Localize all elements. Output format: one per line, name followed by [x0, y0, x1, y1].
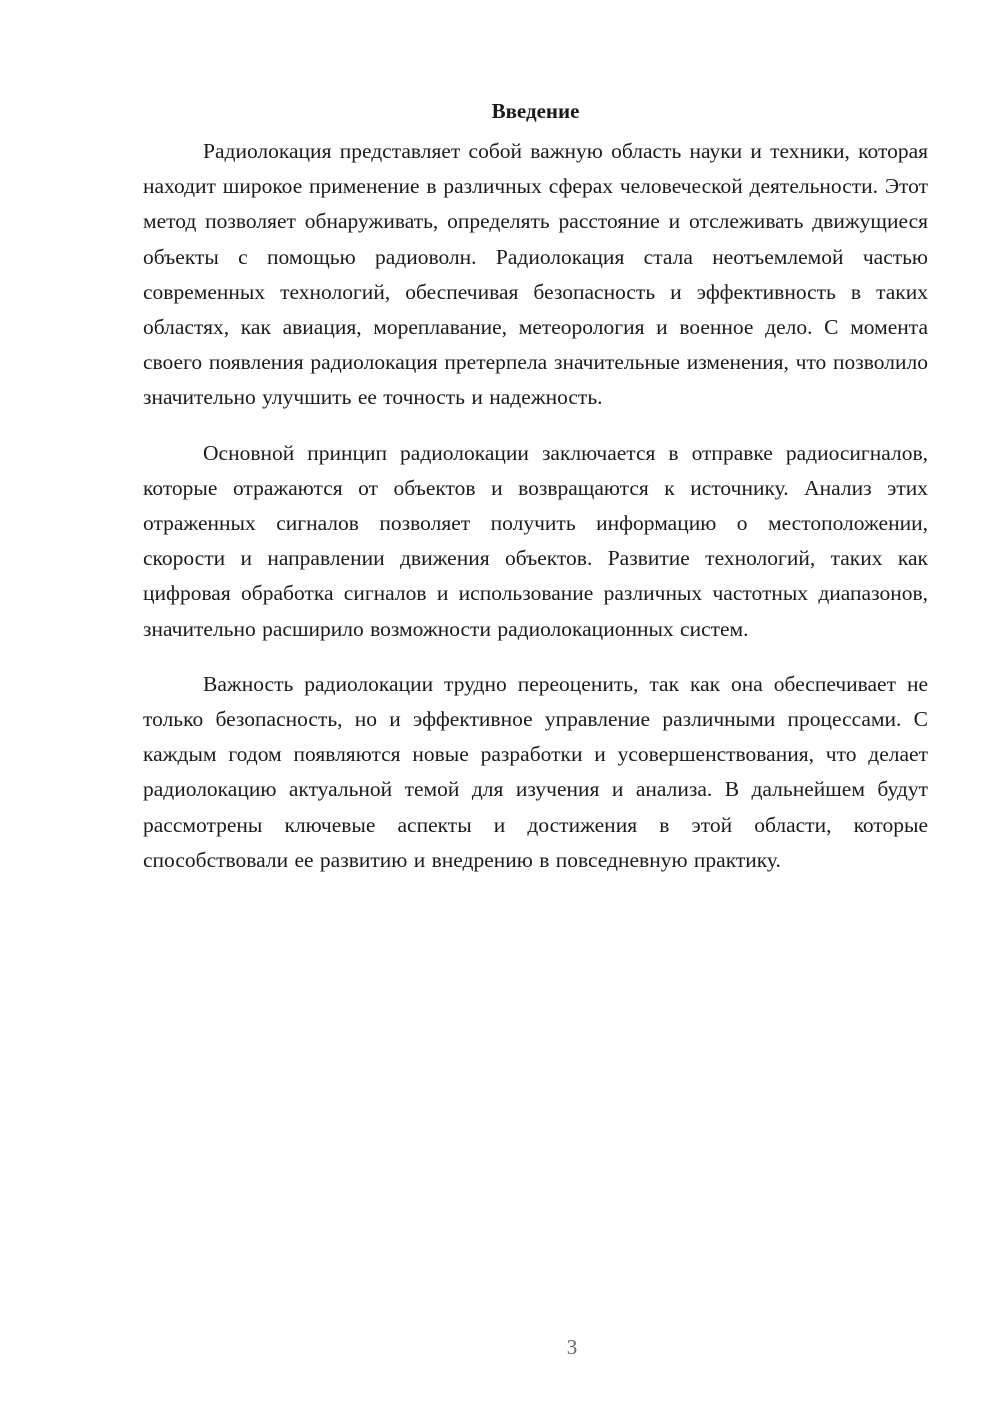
paragraph-1: Радиолокация представляет собой важную область науки и техники, которая находит широкое применение в различных сферах человеческой деятельности. Этот метод позволяет обнаруживать, определять расстояние и отслеживать движущиеся объекты с помощью радиоволн. Радиолокация стала неотъемлемой частью современных технологий, обеспечивая безопасность и эффективность в таких областях, как авиация, мореплавание, метеорология и военное дело. С момента своего появления радиолокация претерпела значительные изменения, что позволило значительно улучшить ее точность и надежность. [143, 139, 928, 410]
page-number: 3 [566, 1335, 578, 1359]
section-heading: Введение [491, 99, 580, 123]
page-content [143, 96, 928, 898]
paragraph-2: Основной принцип радиолокации заключается в отправке радиосигналов, которые отражаются от объектов и возвращаются к источнику. Анализ этих отраженных сигналов позволяет получить информацию о местоположении, скорости и направлении движения объектов. Развитие технологий, таких как цифровая обработка сигналов и использование различных частотных диапазонов, значительно расширило возможности радиолокационных систем. [143, 440, 928, 641]
paragraph-3: Важность радиолокации трудно переоценить, так как она обеспечивает не только безопасность, но и эффективное управление различными процессами. С каждым годом появляются новые разработки и усовершенствования, что делает радиолокацию актуальной темой для изучения и анализа. В дальнейшем будут рассмотрены ключевые аспекты и достижения в этой области, которые способствовали ее развитию и внедрению в повседневную практику. [143, 671, 928, 872]
